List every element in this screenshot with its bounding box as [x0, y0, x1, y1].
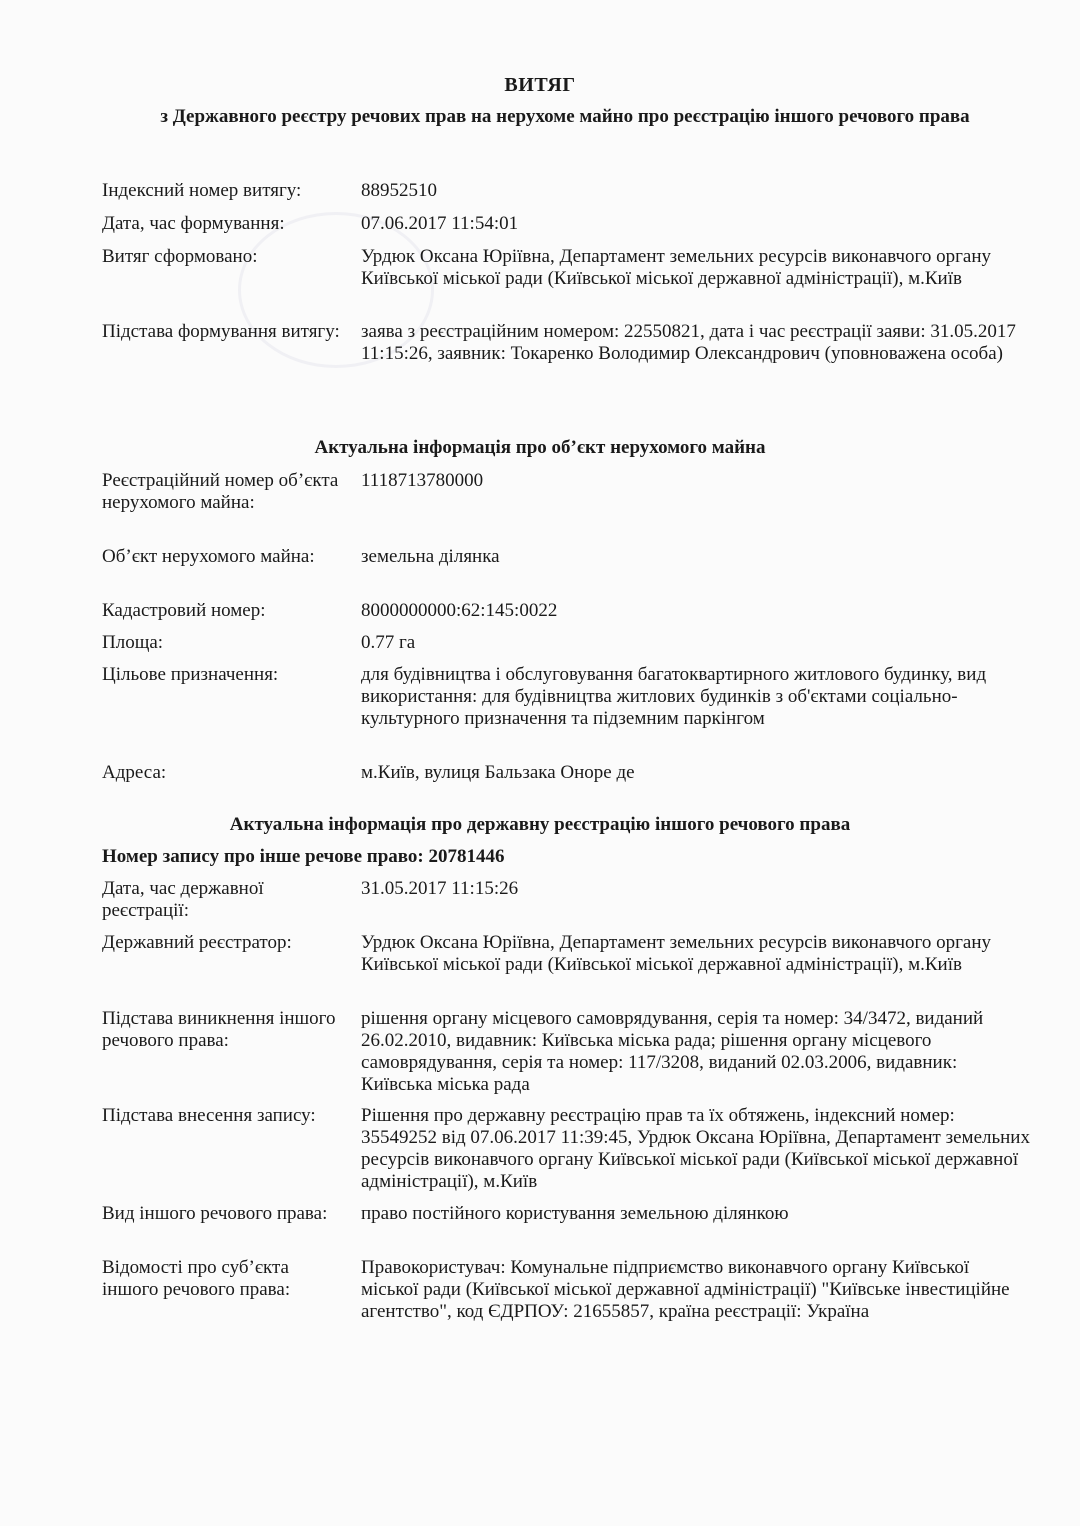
field-label: Дата, час формування: [102, 213, 285, 234]
field-value: право постійного користування земельною ділянкою [361, 1203, 789, 1224]
field-value: земельна ділянка [361, 546, 500, 567]
field-value: 07.06.2017 11:54:01 [361, 213, 519, 234]
field-label: Підстава виникнення іншого речового права: [102, 1008, 336, 1051]
field-value: 8000000000:62:145:0022 [361, 600, 558, 621]
field-value: 31.05.2017 11:15:26 [361, 878, 519, 899]
field-value: рішення органу місцевого самоврядування, серія та номер: 34/3472, виданий 26.02.2010, видавник: Київська міська рада; рішення органу місцевого самоврядування, серія та номер: 117/3208, виданий 02.03.2006, видавник: Київська міська рада [361, 1008, 984, 1095]
field-label: Площа: [102, 632, 164, 653]
field-label: Кадастровий номер: [102, 600, 266, 621]
field-label: Підстава внесення запису: [102, 1105, 316, 1126]
field-value: 0.77 га [361, 632, 416, 653]
field-value: 88952510 [361, 180, 437, 201]
field-label: Реєстраційний номер об’єкта нерухомого майна: [102, 470, 339, 513]
field-label: Вид іншого речового права: [102, 1203, 328, 1224]
field-value: Урдюк Оксана Юріївна, Департамент земельних ресурсів виконавчого органу Київської міської ради (Київської міської державної адміністрації), м.Київ [361, 932, 992, 975]
field-value: Урдюк Оксана Юріївна, Департамент земельних ресурсів виконавчого органу Київської міської ради (Київської міської державної адміністрації), м.Київ [361, 246, 992, 289]
field-label: Підстава формування витягу: [102, 321, 340, 342]
field-label: Дата, час державної реєстрації: [102, 878, 264, 921]
field-label: Індексний номер витягу: [102, 180, 302, 201]
field-label: Об’єкт нерухомого майна: [102, 546, 315, 567]
section-heading-object: Актуальна інформація про об’єкт нерухомого майна [314, 437, 766, 458]
section-heading-right: Актуальна інформація про державну реєстрацію іншого речового права [229, 814, 851, 835]
field-value: Рішення про державну реєстрацію прав та їх обтяжень, індексний номер: 35549252 від 07.06.2017 11:39:45, Урдюк Оксана Юріївна, Департамент земельних ресурсів виконавчого органу Київської міської ради (Київської міської державної адміністрації), м.Київ [361, 1105, 1030, 1192]
field-label: Державний реєстратор: [102, 932, 292, 953]
field-value: для будівництва і обслуговування багатоквартирного житлового будинку, вид використання: для будівництва житлових будинків з об'єктами соціально-культурного призначення та підземним паркінгом [361, 664, 987, 729]
field-label: Відомості про суб’єкта іншого речового права: [102, 1257, 291, 1300]
field-value: Правокористувач: Комунальне підприємство виконавчого органу Київської міської ради (Київської міської державної адміністрації) "Київське інвестиційне агентство", код ЄДРПОУ: 21655857, країна реєстрації: Україна [361, 1257, 1010, 1322]
document-subtitle: з Державного реєстру речових прав на нерухоме майно про реєстрацію іншого речового права [160, 106, 970, 127]
field-value: м.Київ, вулиця Бальзака Оноре де [361, 762, 635, 783]
field-value: заява з реєстраційним номером: 22550821, дата і час реєстрації заяви: 31.05.2017 11:15:26, заявник: Токаренко Володимир Олександрович (уповноважена особа) [361, 321, 1016, 364]
field-value: 1118713780000 [361, 470, 484, 491]
field-label: Цільове призначення: [102, 664, 279, 685]
field-label: Витяг сформовано: [102, 246, 258, 267]
record-number-heading: Номер запису про інше речове право: 20781446 [102, 846, 505, 867]
document-title: ВИТЯГ [504, 74, 576, 96]
field-label: Адреса: [102, 762, 167, 783]
